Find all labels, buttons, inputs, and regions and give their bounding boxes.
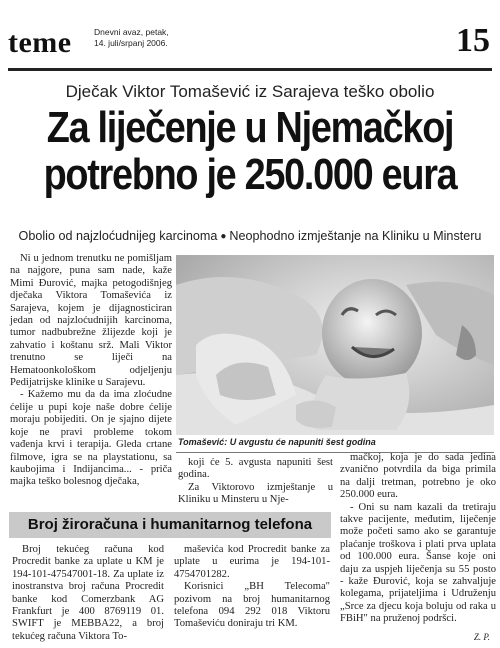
issue-line-2: 14. juli/srpanj 2006. xyxy=(94,38,168,48)
body-paragraph: - Oni su nam kazali da tretiraju takve pacijente, međutim, liječenje može početi samo ako se garantuje plaćanje troškova i plati prva uplata od 100.000 eura. Šanse koje oni daju za uspjeh liječenja su 55 posto - kaže Đurović, koja se zahvaljuje kolegama, prijateljima i Udruženju „Srce za djecu koja boluju od raka u FBiH" na pruženoj podršci. xyxy=(340,501,496,625)
headline-line-1: Za liječenje u Njemačkoj xyxy=(46,103,454,152)
article-photo xyxy=(176,255,494,435)
masthead xyxy=(8,16,492,68)
info-box-column-right xyxy=(174,544,330,640)
section-name: teme xyxy=(8,26,72,59)
article-subhead xyxy=(4,229,496,243)
body-column-1 xyxy=(10,253,172,505)
info-box-column-left xyxy=(12,544,164,640)
info-box-title: Broj žiroračuna i humanitarnog telefona xyxy=(9,512,331,538)
body-paragraph: - Kažemo mu da da ima zloćudne ćelije u pupi koje naše dobre ćelije moraju pobijediti. On je sjajno dijete koje ne pravi probleme tokom vađenja krvi i terapija. Gleda crtane filmove, igra se na playstationu, sa kaubojima i Indijancima... - priča majka teško bolesnog dječaka, xyxy=(10,389,172,488)
headline-line-2: potrebno je 250.000 eura xyxy=(43,150,457,199)
author-signature: Z. P. xyxy=(473,632,490,642)
body-paragraph: Ni u jednom trenutku ne pomišljam na najgore, puna sam nade, kaže Mimi Đurović, majka petogodišnjeg dječaka Viktora Tomaševića iz Sarajeva, kojem je dijagnosticiran jedan od najzloćudnijih karcinoma, tumor nadbubrežne žlijezde koji je zahvatio i koštanu srž. Mali Viktor trenutno se liječi na Hematoonkološkom odjeljenju Pedijatrijske klinike u Sarajevu. xyxy=(10,253,172,389)
info-paragraph: Broj tekućeg računa kod Procredit banke za uplate u KM je 194-101-47547001-18. Za uplate iz inostranstva broj računa Procredit banke kod Comerzbank AG Frankfurt je 400 8769119 01. SWIFT je MEBBA22, a broj tekućeg računa Viktora To- xyxy=(12,544,164,642)
article-kicker: Dječak Viktor Tomašević iz Sarajeva teško obolio xyxy=(65,82,435,101)
body-column-3 xyxy=(340,452,496,636)
subhead-part-2: Neophodno izmještanje na Kliniku u Minsteru xyxy=(229,229,482,243)
info-paragraph: Korisnici „BH Telecoma" pozivom na broj humanitarnog telefona 094 292 018 Viktoru Tomaševiću doniraju tri KM. xyxy=(174,581,330,630)
issue-line-1: Dnevni avaz, petak, xyxy=(94,27,169,37)
photo-caption: Tomašević: U avgustu će napuniti šest godina xyxy=(178,437,376,447)
article-headline xyxy=(35,104,465,198)
info-paragraph: maševića kod Procredit banke za uplate u eurima je 194-101-4754701282. xyxy=(174,544,330,580)
subhead-part-1: Obolio od najzloćudnijeg karcinoma xyxy=(18,229,218,243)
issue-info xyxy=(94,27,169,49)
page-number: 15 xyxy=(456,22,490,59)
bullet-icon: ● xyxy=(220,231,227,242)
masthead-rule xyxy=(8,68,492,71)
body-paragraph: koji će 5. avgusta napuniti šest godina. xyxy=(178,457,333,481)
body-column-2 xyxy=(178,457,333,507)
child-photo-image xyxy=(176,255,494,435)
body-paragraph: Za Viktorovo izmještanje u Kliniku u Minsteru u Nje- xyxy=(178,481,333,506)
body-paragraph: mačkoj, koja je do sada jedina zvanično potvrdila da biga primila na dalji tretman, potrebno je oko 250.000 eura. xyxy=(340,452,496,501)
